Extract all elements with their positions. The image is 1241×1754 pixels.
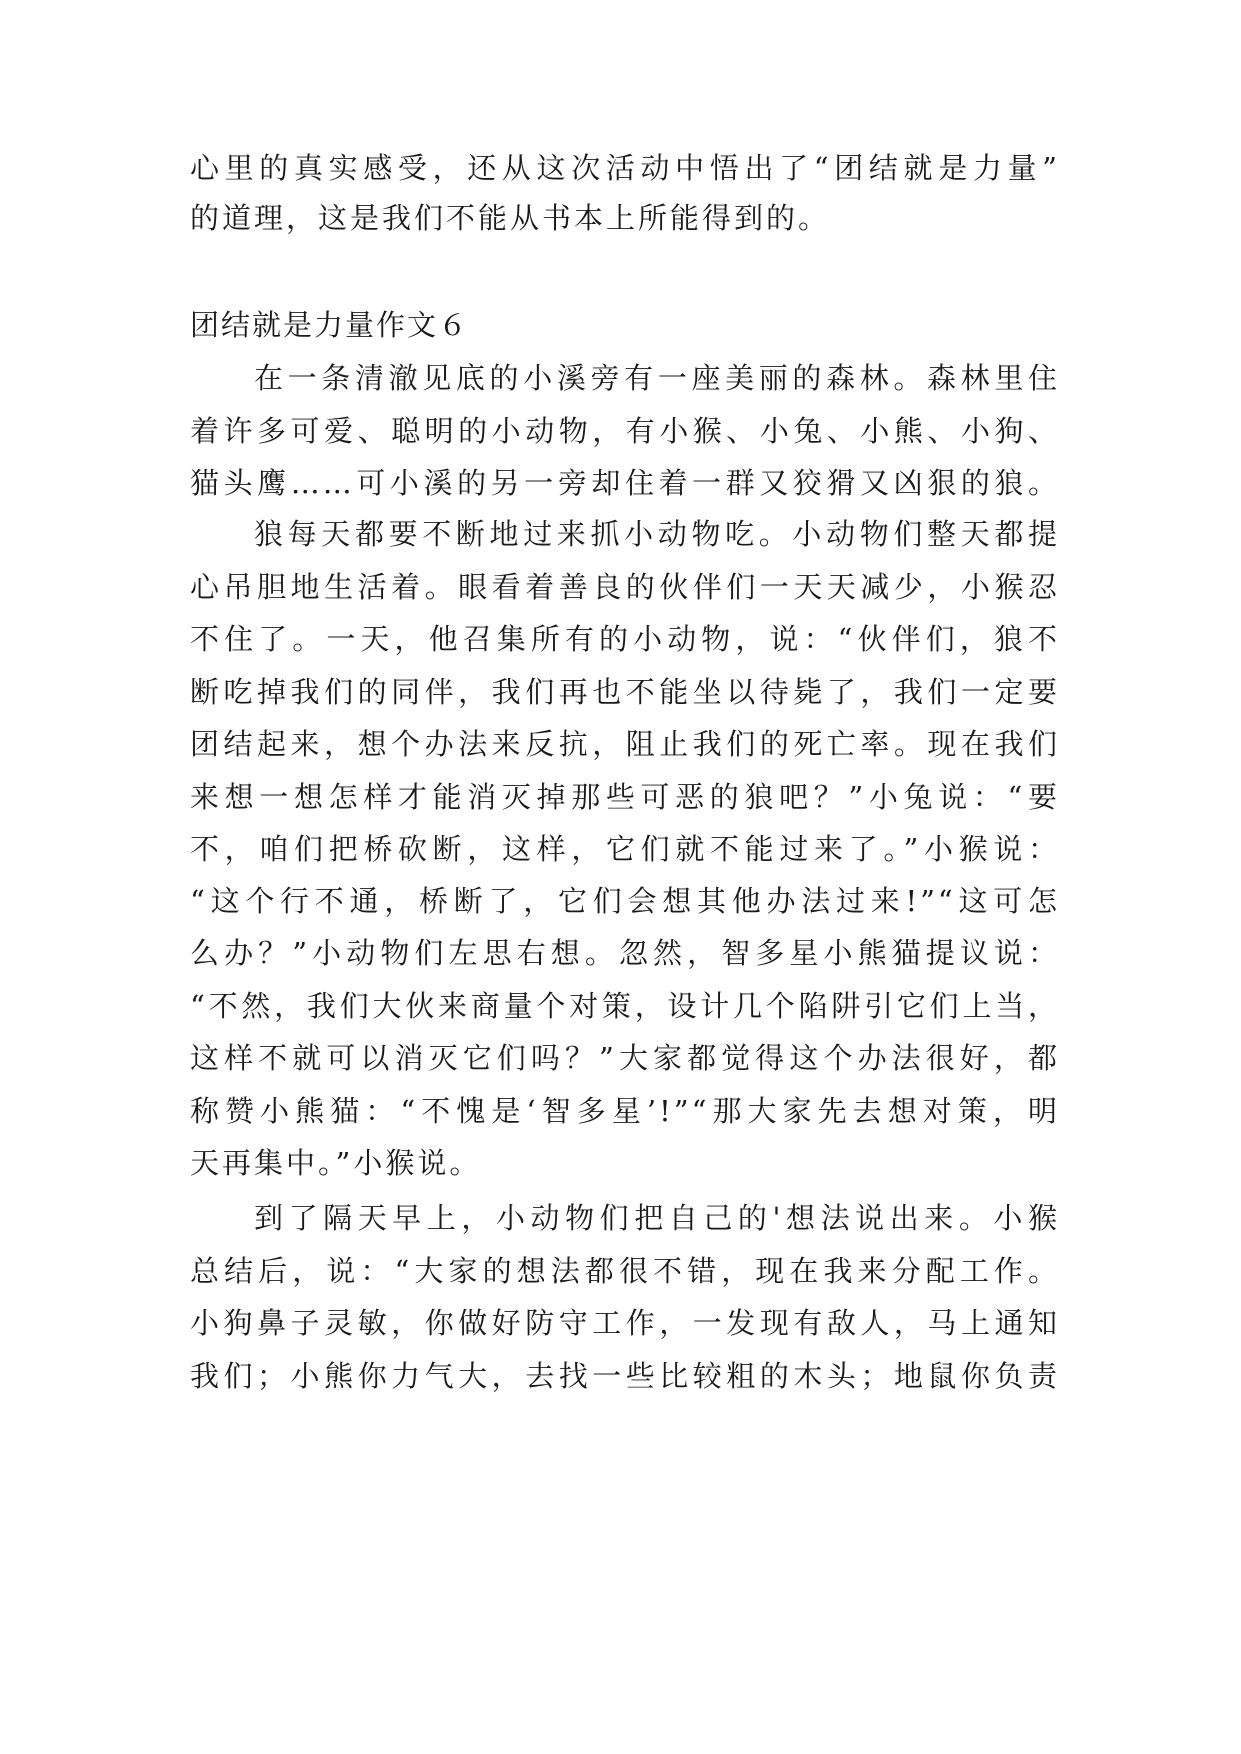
- paragraph-2-line-7: 不，咱们把桥砍断，这样，它们就不能过来了。”小猴说：: [190, 832, 1060, 866]
- paragraph-2-line-12: 称赞小熊猫：“不愧是‘智多星’!”“那大家先去想对策，明: [190, 1094, 1060, 1128]
- paragraph-3-line-1: 到了隔天早上，小动物们把自己的'想法说出来。小猴: [254, 1201, 1060, 1235]
- paragraph-1-line-1: 在一条清澈见底的小溪旁有一座美丽的森林。森林里住: [254, 361, 1060, 395]
- paragraph-2-line-1: 狼每天都要不断地过来抓小动物吃。小动物们整天都提: [254, 517, 1060, 551]
- paragraph-2-line-6: 来想一想怎样才能消灭掉那些可恶的狼吧？”小兔说：“要: [190, 780, 1060, 814]
- paragraph-2-line-3: 不住了。一天，他召集所有的小动物，说：“伙伴们，狼不: [190, 622, 1060, 656]
- paragraph-3-line-4: 我们；小熊你力气大，去找一些比较粗的木头；地鼠你负责: [190, 1359, 1060, 1393]
- paragraph-1-line-2: 着许多可爱、聪明的小动物，有小猴、小兔、小熊、小狗、: [190, 414, 1060, 448]
- paragraph-2-line-9: 么办？”小动物们左思右想。忽然，智多星小熊猫提议说：: [190, 936, 1060, 970]
- paragraph-1-line-3: 猫头鹰……可小溪的另一旁却住着一群又狡猾又凶狠的狼。: [190, 466, 1060, 500]
- paragraph-2-line-2: 心吊胆地生活着。眼看着善良的伙伴们一天天减少，小猴忍: [190, 570, 1060, 604]
- paragraph-2-line-10: “不然，我们大伙来商量个对策，设计几个陷阱引它们上当，: [190, 989, 1060, 1023]
- paragraph-2-line-5: 团结起来，想个办法来反抗，阻止我们的死亡率。现在我们: [190, 727, 1060, 761]
- paragraph-3-line-3: 小狗鼻子灵敏，你做好防守工作，一发现有敌人，马上通知: [190, 1306, 1060, 1340]
- intro-line-2: 的道理，这是我们不能从书本上所能得到的。: [190, 201, 831, 235]
- paragraph-2-line-11: 这样不就可以消灭它们吗？”大家都觉得这个办法很好，都: [190, 1041, 1060, 1075]
- paragraph-2-line-8: “这个行不通，桥断了，它们会想其他办法过来!”“这可怎: [190, 884, 1060, 918]
- paragraph-3-line-2: 总结后，说：“大家的想法都很不错，现在我来分配工作。: [190, 1254, 1060, 1288]
- paragraph-2-line-4: 断吃掉我们的同伴，我们再也不能坐以待毙了，我们一定要: [190, 675, 1060, 709]
- paragraph-2-line-13: 天再集中。”小猴说。: [190, 1146, 482, 1180]
- intro-line-1: 心里的真实感受，还从这次活动中悟出了“团结就是力量”: [190, 151, 1060, 185]
- section-title: 团结就是力量作文６: [190, 308, 470, 342]
